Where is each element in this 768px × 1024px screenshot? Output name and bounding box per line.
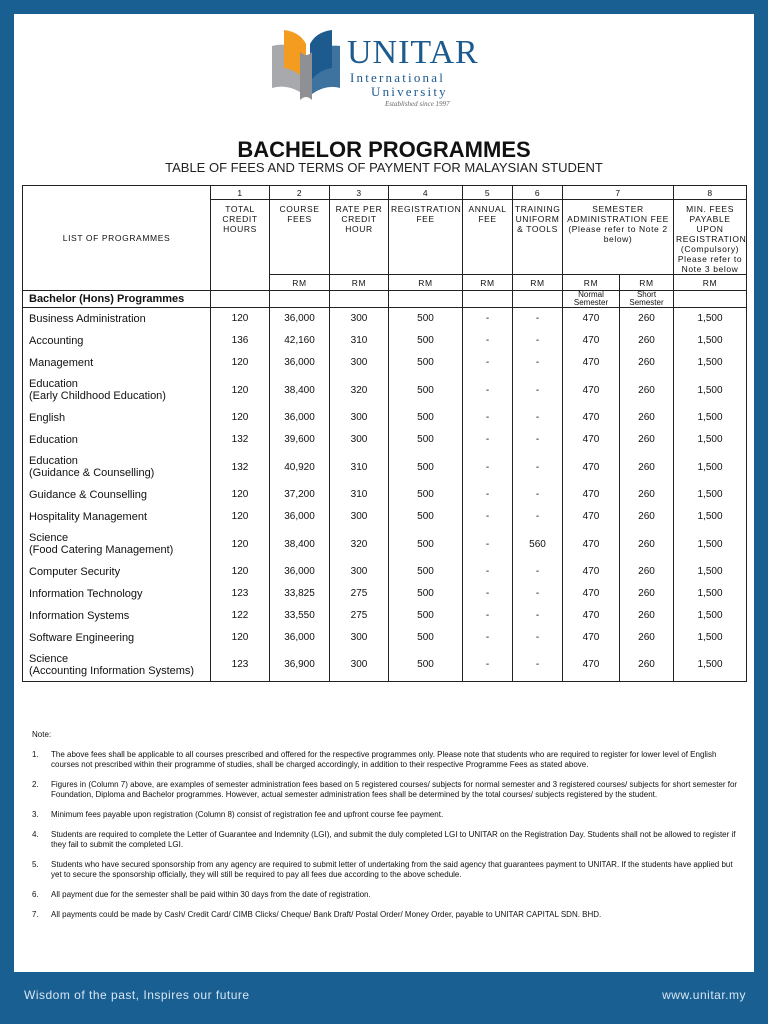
cell-credit: 132 xyxy=(211,451,270,484)
table-row xyxy=(23,308,747,330)
cell-credit: 120 xyxy=(211,627,270,649)
column-number: 6 xyxy=(513,186,563,200)
cell-normal: 470 xyxy=(563,308,620,330)
note-item xyxy=(32,750,740,770)
cell-rate: 300 xyxy=(330,352,389,374)
cell-short: 260 xyxy=(620,528,674,561)
cell-annual: - xyxy=(463,308,513,330)
cell-normal: 470 xyxy=(563,605,620,627)
table-row xyxy=(23,451,747,484)
programme-name-line: (Guidance & Counselling) xyxy=(29,467,155,479)
cell-short: 260 xyxy=(620,561,674,583)
note-text: All payments could be made by Cash/ Credit Card/ CIMB Clicks/ Cheque/ Bank Draft/ Postal Order/ Money Order, payable to UNITAR CAPITAL SDN. BHD. xyxy=(51,910,602,919)
cell-short: 260 xyxy=(620,352,674,374)
programme-name-line: Software Engineering xyxy=(29,631,135,644)
note-number: 3. xyxy=(32,810,39,819)
cell-annual: - xyxy=(463,627,513,649)
page-subtitle: TABLE OF FEES AND TERMS OF PAYMENT FOR MALAYSIAN STUDENT xyxy=(165,160,603,175)
programme-name xyxy=(23,627,211,649)
cell-training: - xyxy=(513,627,563,649)
column-number: 3 xyxy=(330,186,389,200)
programme-name-line: Management xyxy=(29,356,94,369)
cell-normal: 470 xyxy=(563,528,620,561)
cell-credit: 120 xyxy=(211,561,270,583)
cell-min: 1,500 xyxy=(674,308,747,330)
list-header: LIST OF PROGRAMMES xyxy=(23,186,211,291)
cell-course: 36,900 xyxy=(270,649,330,682)
cell-annual: - xyxy=(463,583,513,605)
cell-course: 36,000 xyxy=(270,407,330,429)
note-item xyxy=(32,780,740,800)
programme-name-line: (Food Catering Management) xyxy=(29,544,174,556)
cell-short: 260 xyxy=(620,308,674,330)
table-row xyxy=(23,528,747,561)
cell-normal: 470 xyxy=(563,407,620,429)
note-number: 5. xyxy=(32,860,39,869)
table-row xyxy=(23,352,747,374)
cell-min: 1,500 xyxy=(674,429,747,451)
cell-short: 260 xyxy=(620,649,674,682)
cell-rate: 275 xyxy=(330,605,389,627)
programme-name xyxy=(23,528,211,561)
cell-training: - xyxy=(513,605,563,627)
cell-normal: 470 xyxy=(563,484,620,506)
logo-wordmark: UNITAR xyxy=(347,34,479,71)
programme-name-line: Guidance & Counselling xyxy=(29,488,148,501)
programme-name xyxy=(23,649,211,682)
unitar-logo xyxy=(270,28,510,108)
column-number: 2 xyxy=(270,186,330,200)
programme-name-line: Education xyxy=(29,378,78,390)
cell-rate: 300 xyxy=(330,308,389,330)
table-row xyxy=(23,484,747,506)
programme-name-line: Information Technology xyxy=(29,587,143,600)
cell-rate: 320 xyxy=(330,374,389,407)
cell-course: 36,000 xyxy=(270,308,330,330)
note-number: 7. xyxy=(32,910,39,919)
cell-normal: 470 xyxy=(563,451,620,484)
column-number: 7 xyxy=(563,186,674,200)
cell-annual: - xyxy=(463,330,513,352)
fees-table xyxy=(22,185,747,682)
cell-normal: 470 xyxy=(563,561,620,583)
cell-min: 1,500 xyxy=(674,330,747,352)
cell-annual: - xyxy=(463,451,513,484)
cell-reg: 500 xyxy=(389,330,463,352)
cell-training: - xyxy=(513,649,563,682)
programme-name xyxy=(23,374,211,407)
cell-short: 260 xyxy=(620,451,674,484)
cell-reg: 500 xyxy=(389,407,463,429)
programme-name xyxy=(23,605,211,627)
header-course-fees: COURSE FEES xyxy=(270,200,330,275)
cell-credit: 120 xyxy=(211,374,270,407)
cell-credit: 120 xyxy=(211,352,270,374)
normal-semester-label: Normal Semester xyxy=(563,291,620,308)
programme-name-line: English xyxy=(29,411,66,424)
programme-name-line: Education xyxy=(29,455,78,467)
cell-annual: - xyxy=(463,407,513,429)
cell-min: 1,500 xyxy=(674,649,747,682)
cell-reg: 500 xyxy=(389,374,463,407)
cell-min: 1,500 xyxy=(674,583,747,605)
cell-rate: 310 xyxy=(330,484,389,506)
logo-established: Established since 1997 xyxy=(385,100,450,108)
programme-name-line: Science xyxy=(29,652,69,665)
programme-name-line: Information Systems xyxy=(29,609,130,622)
cell-annual: - xyxy=(463,528,513,561)
cell-short: 260 xyxy=(620,484,674,506)
cell-credit: 120 xyxy=(211,308,270,330)
cell-normal: 470 xyxy=(563,330,620,352)
note-number: 2. xyxy=(32,780,39,789)
table-row xyxy=(23,605,747,627)
cell-course: 33,825 xyxy=(270,583,330,605)
cell-min: 1,500 xyxy=(674,627,747,649)
cell-annual: - xyxy=(463,429,513,451)
note-number: 6. xyxy=(32,890,39,899)
cell-training: - xyxy=(513,308,563,330)
note-text: Figures in (Column 7) above, are examples of semester administration fees based on 5 registered courses/ subjects for normal semester and 3 registered courses/ subjects for short semester for Foundation, Diploma and Bachelor programmes. However, actual semester administration fees shall be determined by the total courses/ subjects registered by the student. xyxy=(51,780,738,799)
cell-normal: 470 xyxy=(563,374,620,407)
table-row xyxy=(23,429,747,451)
note-item xyxy=(32,860,740,880)
logo-line-1: International xyxy=(350,70,446,85)
note-text: The above fees shall be applicable to all courses prescribed and offered for the respective programmes only. Please note that students who are required to register for lower level of English courses not prescribed within their programme of studies, shall be charged accordingly, in addition to their respective Programme Fees as stated above. xyxy=(51,750,717,769)
cell-normal: 470 xyxy=(563,649,620,682)
cell-course: 42,160 xyxy=(270,330,330,352)
cell-rate: 300 xyxy=(330,627,389,649)
cell-annual: - xyxy=(463,506,513,528)
cell-annual: - xyxy=(463,484,513,506)
programme-name xyxy=(23,561,211,583)
logo-line-2: University xyxy=(371,84,448,99)
cell-rate: 300 xyxy=(330,649,389,682)
cell-credit: 123 xyxy=(211,583,270,605)
cell-training: - xyxy=(513,451,563,484)
cell-reg: 500 xyxy=(389,627,463,649)
programme-name-line: Hospitality Management xyxy=(29,510,148,523)
notes-list xyxy=(32,750,740,920)
cell-rate: 300 xyxy=(330,506,389,528)
cell-min: 1,500 xyxy=(674,374,747,407)
note-number: 4. xyxy=(32,830,39,839)
currency-label: RM xyxy=(563,275,620,291)
cell-short: 260 xyxy=(620,583,674,605)
programme-name xyxy=(23,407,211,429)
column-number: 4 xyxy=(389,186,463,200)
section-row xyxy=(23,291,747,308)
cell-training: - xyxy=(513,583,563,605)
currency-label: RM xyxy=(389,275,463,291)
page-title: BACHELOR PROGRAMMES xyxy=(237,137,531,162)
notes-section xyxy=(32,730,740,930)
header-training: TRAINING UNIFORM & TOOLS xyxy=(513,200,563,275)
cell-short: 260 xyxy=(620,605,674,627)
programme-name xyxy=(23,330,211,352)
cell-credit: 136 xyxy=(211,330,270,352)
currency-label: RM xyxy=(620,275,674,291)
cell-reg: 500 xyxy=(389,605,463,627)
cell-min: 1,500 xyxy=(674,451,747,484)
cell-course: 36,000 xyxy=(270,506,330,528)
cell-credit: 120 xyxy=(211,506,270,528)
cell-min: 1,500 xyxy=(674,352,747,374)
cell-reg: 500 xyxy=(389,561,463,583)
cell-min: 1,500 xyxy=(674,528,747,561)
note-number: 1. xyxy=(32,750,39,759)
note-text: Students who have secured sponsorship from any agency are required to submit letter of undertaking from the said agency that guarantees payment to UNITAR. If the students have applied but yet to secure the sponsorship officially, they will still be required to pay all fees due according to the above schedule. xyxy=(51,860,733,879)
cell-rate: 310 xyxy=(330,330,389,352)
programme-name-line: Computer Security xyxy=(29,565,121,578)
table-row xyxy=(23,407,747,429)
header-min-fees: MIN. FEES PAYABLE UPON REGISTRATION (Compulsory) Please refer to Note 3 below xyxy=(674,200,747,275)
header-semester-admin: SEMESTER ADMINISTRATION FEE (Please refer to Note 2 below) xyxy=(563,200,674,275)
cell-reg: 500 xyxy=(389,528,463,561)
currency-label: RM xyxy=(330,275,389,291)
currency-label: RM xyxy=(463,275,513,291)
table-row xyxy=(23,583,747,605)
cell-rate: 275 xyxy=(330,583,389,605)
cell-normal: 470 xyxy=(563,506,620,528)
programme-name-line: (Accounting Information Systems) xyxy=(29,664,195,677)
footer-website[interactable]: www.unitar.my xyxy=(662,988,746,1002)
programme-name-line: (Early Childhood Education) xyxy=(29,390,166,402)
programme-name-line: Science xyxy=(29,532,69,544)
note-text: Students are required to complete the Letter of Guarantee and Indemnity (LGI), and submit the duly completed LGI to UNITAR on the Registration Day. Students shall not be allowed to register if they fail to submit the completed LGI. xyxy=(51,830,736,849)
programme-name xyxy=(23,451,211,484)
cell-short: 260 xyxy=(620,330,674,352)
cell-short: 260 xyxy=(620,407,674,429)
table-row xyxy=(23,374,747,407)
cell-annual: - xyxy=(463,352,513,374)
currency-label: RM xyxy=(270,275,330,291)
section-title: Bachelor (Hons) Programmes xyxy=(23,291,211,308)
cell-normal: 470 xyxy=(563,627,620,649)
programme-name-line: Business Administration xyxy=(29,312,146,325)
cell-rate: 300 xyxy=(330,429,389,451)
cell-reg: 500 xyxy=(389,484,463,506)
cell-min: 1,500 xyxy=(674,561,747,583)
cell-rate: 300 xyxy=(330,407,389,429)
programme-name xyxy=(23,583,211,605)
cell-rate: 320 xyxy=(330,528,389,561)
cell-short: 260 xyxy=(620,627,674,649)
programme-name xyxy=(23,429,211,451)
cell-short: 260 xyxy=(620,429,674,451)
cell-credit: 120 xyxy=(211,407,270,429)
cell-reg: 500 xyxy=(389,308,463,330)
notes-title: Note: xyxy=(32,730,52,739)
cell-annual: - xyxy=(463,374,513,407)
currency-label: RM xyxy=(674,275,747,291)
cell-min: 1,500 xyxy=(674,407,747,429)
cell-normal: 470 xyxy=(563,429,620,451)
table-row xyxy=(23,330,747,352)
cell-min: 1,500 xyxy=(674,484,747,506)
cell-course: 36,000 xyxy=(270,352,330,374)
cell-reg: 500 xyxy=(389,649,463,682)
cell-training: - xyxy=(513,330,563,352)
table-row xyxy=(23,649,747,682)
column-number-row xyxy=(23,186,747,200)
cell-reg: 500 xyxy=(389,451,463,484)
cell-reg: 500 xyxy=(389,583,463,605)
note-text: Minimum fees payable upon registration (Column 8) consist of registration fee and upfront course fee payment. xyxy=(51,810,444,819)
table-row xyxy=(23,561,747,583)
currency-label: RM xyxy=(513,275,563,291)
cell-annual: - xyxy=(463,605,513,627)
programme-name xyxy=(23,506,211,528)
column-number: 1 xyxy=(211,186,270,200)
note-item xyxy=(32,910,740,920)
cell-course: 37,200 xyxy=(270,484,330,506)
programme-name-line: Accounting xyxy=(29,334,84,347)
cell-credit: 120 xyxy=(211,484,270,506)
cell-training: - xyxy=(513,429,563,451)
note-item xyxy=(32,810,740,820)
programme-name xyxy=(23,352,211,374)
note-text: All payment due for the semester shall be paid within 30 days from the date of registration. xyxy=(51,890,371,899)
header-rate: RATE PER CREDIT HOUR xyxy=(330,200,389,275)
cell-min: 1,500 xyxy=(674,605,747,627)
cell-training: - xyxy=(513,484,563,506)
cell-course: 38,400 xyxy=(270,374,330,407)
note-item xyxy=(32,890,740,900)
cell-rate: 310 xyxy=(330,451,389,484)
book-emblem-icon xyxy=(270,28,346,104)
cell-credit: 123 xyxy=(211,649,270,682)
cell-credit: 132 xyxy=(211,429,270,451)
cell-course: 39,600 xyxy=(270,429,330,451)
cell-annual: - xyxy=(463,649,513,682)
cell-rate: 300 xyxy=(330,561,389,583)
cell-credit: 120 xyxy=(211,528,270,561)
cell-credit: 122 xyxy=(211,605,270,627)
cell-annual: - xyxy=(463,561,513,583)
cell-min: 1,500 xyxy=(674,506,747,528)
cell-course: 33,550 xyxy=(270,605,330,627)
header-annual: ANNUAL FEE xyxy=(463,200,513,275)
cell-short: 260 xyxy=(620,506,674,528)
cell-course: 36,000 xyxy=(270,561,330,583)
cell-course: 38,400 xyxy=(270,528,330,561)
table-row xyxy=(23,627,747,649)
programme-name-line: Education xyxy=(29,433,78,446)
cell-training: - xyxy=(513,561,563,583)
cell-reg: 500 xyxy=(389,506,463,528)
note-item xyxy=(32,830,740,850)
cell-training: 560 xyxy=(513,528,563,561)
cell-training: - xyxy=(513,352,563,374)
cell-reg: 500 xyxy=(389,429,463,451)
programme-name xyxy=(23,484,211,506)
column-number: 5 xyxy=(463,186,513,200)
cell-normal: 470 xyxy=(563,583,620,605)
cell-normal: 470 xyxy=(563,352,620,374)
table-row xyxy=(23,506,747,528)
cell-training: - xyxy=(513,374,563,407)
programme-name xyxy=(23,308,211,330)
cell-course: 40,920 xyxy=(270,451,330,484)
cell-reg: 500 xyxy=(389,352,463,374)
header-credit-hours: TOTAL CREDIT HOURS xyxy=(211,200,270,291)
header-registration: REGISTRATION FEE xyxy=(389,200,463,275)
column-number: 8 xyxy=(674,186,747,200)
cell-training: - xyxy=(513,407,563,429)
cell-course: 36,000 xyxy=(270,627,330,649)
cell-training: - xyxy=(513,506,563,528)
short-semester-label: Short Semester xyxy=(620,291,674,308)
footer-slogan: Wisdom of the past, Inspires our future xyxy=(24,988,250,1002)
cell-short: 260 xyxy=(620,374,674,407)
